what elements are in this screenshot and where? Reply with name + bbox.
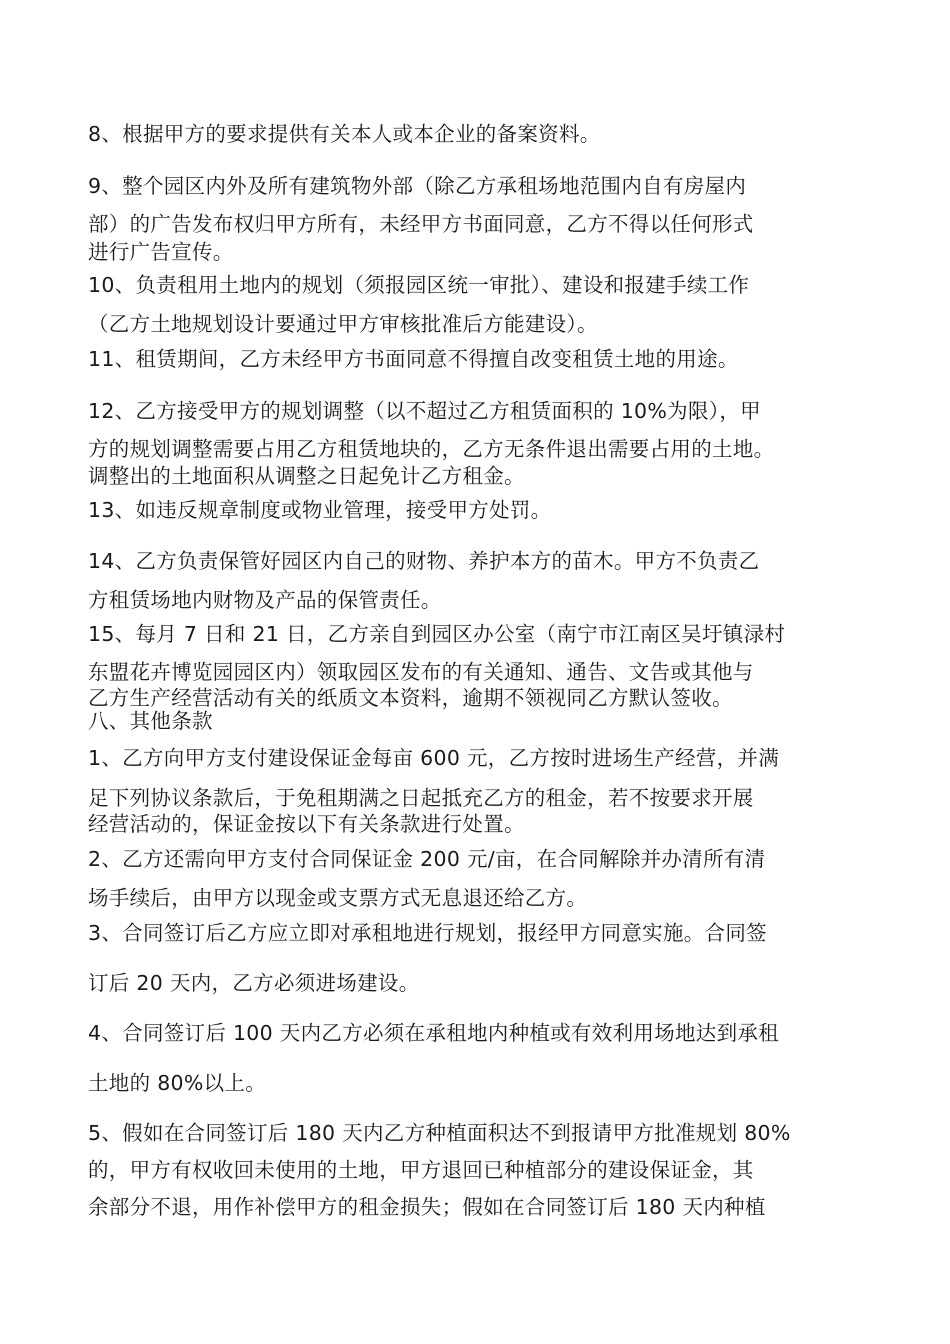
text-line: 部）的广告发布权归甲方所有，未经甲方书面同意，乙方不得以任何形式 — [88, 212, 754, 236]
text-line: 的，甲方有权收回未使用的土地，甲方退回已种植部分的建设保证金，其 — [88, 1158, 754, 1182]
text-line: 15、每月 7 日和 21 日，乙方亲自到园区办公室（南宁市江南区吴圩镇渌村 — [88, 622, 786, 646]
text-line: 2、乙方还需向甲方支付合同保证金 200 元/亩，在合同解除并办清所有清 — [88, 847, 766, 871]
text-line: 方的规划调整需要占用乙方租赁地块的，乙方无条件退出需要占用的土地。 — [88, 437, 775, 461]
text-line: 方租赁场地内财物及产品的保管责任。 — [88, 588, 442, 612]
text-line: 14、乙方负责保管好园区内自己的财物、养护本方的苗木。甲方不负责乙 — [88, 549, 760, 573]
text-line: 8、根据甲方的要求提供有关本人或本企业的备案资料。 — [88, 122, 601, 146]
section-heading: 八、其他条款 — [88, 709, 213, 733]
text-line: 东盟花卉博览园园区内）领取园区发布的有关通知、通告、文告或其他与 — [88, 660, 754, 684]
text-line: 足下列协议条款后，于免租期满之日起抵充乙方的租金，若不按要求开展 — [88, 786, 754, 810]
text-line: 12、乙方接受甲方的规划调整（以不超过乙方租赁面积的 10%为限），甲 — [88, 399, 761, 423]
text-line: 9、整个园区内外及所有建筑物外部（除乙方承租场地范围内自有房屋内 — [88, 174, 747, 198]
text-line: 调整出的土地面积从调整之日起免计乙方租金。 — [88, 464, 525, 488]
text-line: 订后 20 天内，乙方必须进场建设。 — [88, 971, 420, 995]
text-line: 10、负责租用土地内的规划（须报园区统一审批）、建设和报建手续工作 — [88, 273, 750, 297]
text-line: 乙方生产经营活动有关的纸质文本资料，逾期不领视同乙方默认签收。 — [88, 686, 733, 710]
text-line: 余部分不退，用作补偿甲方的租金损失；假如在合同签订后 180 天内种植 — [88, 1195, 766, 1219]
text-line: 4、合同签订后 100 天内乙方必须在承租地内种植或有效利用场地达到承租 — [88, 1021, 780, 1045]
text-line: 13、如违反规章制度或物业管理，接受甲方处罚。 — [88, 498, 552, 522]
text-line: （乙方土地规划设计要通过甲方审核批准后方能建设）。 — [88, 312, 598, 336]
text-line: 5、假如在合同签订后 180 天内乙方种植面积达不到报请甲方批准规划 80% — [88, 1121, 791, 1145]
text-line: 场手续后，由甲方以现金或支票方式无息退还给乙方。 — [88, 886, 588, 910]
text-line: 土地的 80%以上。 — [88, 1071, 267, 1095]
text-line: 3、合同签订后乙方应立即对承租地进行规划，报经甲方同意实施。合同签 — [88, 921, 767, 945]
text-line: 1、乙方向甲方支付建设保证金每亩 600 元，乙方按时进场生产经营，并满 — [88, 746, 780, 770]
text-line: 进行广告宣传。 — [88, 240, 234, 264]
text-line: 经营活动的，保证金按以下有关条款进行处置。 — [88, 812, 525, 836]
text-line: 11、租赁期间，乙方未经甲方书面同意不得擅自改变租赁土地的用途。 — [88, 347, 739, 371]
